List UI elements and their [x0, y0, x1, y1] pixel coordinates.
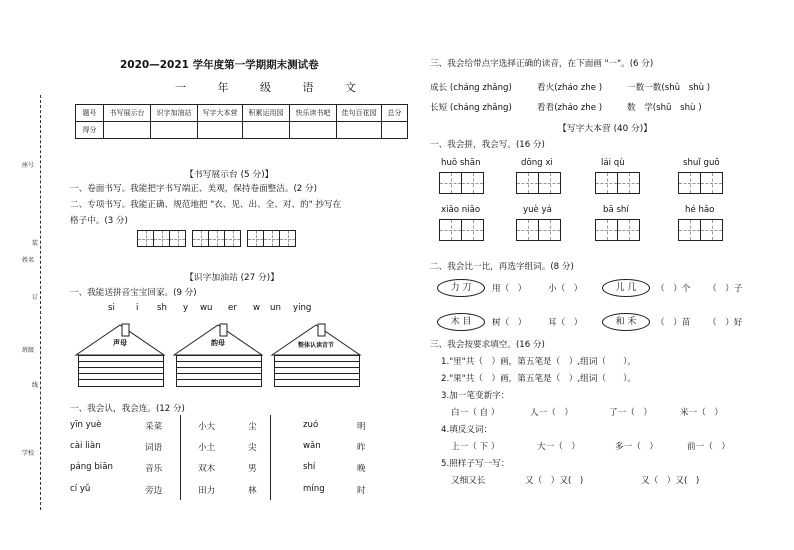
binding-line — [40, 95, 41, 510]
match-item[interactable]: zuó — [303, 420, 319, 430]
question: 二、专项书写。我能正确、规范地把 "衣、见、出、全、对、的" 抄写在 — [70, 200, 342, 210]
question: 三、我会按要求填空。(16 分) — [430, 340, 545, 350]
pinyin: sh — [157, 303, 167, 313]
match-item[interactable]: 明 — [357, 422, 366, 432]
match-item[interactable]: 尖 — [248, 443, 257, 453]
blank[interactable]: （ ）个 — [656, 284, 691, 294]
blank[interactable]: 小（ ） — [548, 284, 583, 294]
match-item[interactable]: 尘 — [248, 422, 257, 432]
fill-line: 3.加一笔变新字： — [441, 391, 510, 401]
score-cell[interactable] — [243, 122, 290, 139]
match-item[interactable]: 音乐 — [145, 464, 163, 474]
char-pair-oval: 儿 几 — [602, 279, 650, 297]
house-label: 声母 — [113, 339, 127, 347]
pinyin-prompt: yuè yá — [523, 205, 552, 215]
divider — [270, 415, 271, 500]
match-item[interactable]: 旁边 — [145, 486, 163, 496]
score-cell[interactable] — [382, 122, 408, 139]
pinyin: si — [108, 303, 115, 313]
match-item[interactable]: yīn yuè — [70, 420, 102, 430]
match-item[interactable]: 田力 — [198, 486, 216, 496]
score-header: 书写展示台 — [104, 105, 151, 122]
house-shengmu — [72, 322, 168, 390]
house-label: 韵母 — [211, 339, 225, 347]
writing-grid[interactable] — [517, 219, 561, 241]
pinyin-prompt: shuǐ guǒ — [683, 158, 720, 168]
section-heading: 【识字加油站 (27 分)】 — [185, 273, 280, 283]
writing-grid[interactable] — [596, 219, 640, 241]
pinyin: w — [253, 303, 261, 313]
writing-grid[interactable] — [248, 230, 296, 247]
reading-choice[interactable]: 成长 (cháng zhǎng) — [430, 83, 512, 93]
char-pair-oval: 和 禾 — [602, 313, 650, 331]
section-heading: 【写字大本营 (40 分)】 — [558, 124, 653, 134]
match-item[interactable]: 晚 — [357, 464, 366, 474]
fill-item[interactable]: 多一（ ） — [615, 442, 658, 452]
question: 一、卷面书写。我能把字书写端正、美观，保持卷面整洁。(2 分) — [70, 184, 317, 194]
score-cell[interactable] — [290, 122, 337, 139]
match-item[interactable]: wǎn — [303, 441, 321, 451]
match-item[interactable]: 时 — [357, 486, 366, 496]
fill-item: 又细又长 — [451, 476, 486, 486]
fill-item[interactable]: 大一（ ） — [537, 442, 580, 452]
score-table — [75, 104, 408, 139]
binding-label: 姓名 — [22, 257, 35, 264]
fill-line[interactable]: 1."里"共（ ）画，第五笔是（ ）,组词（ ）。 — [441, 357, 637, 367]
question: 一、我会拼，我会写。(16 分) — [430, 140, 545, 150]
fill-item[interactable]: 人一（ ） — [530, 408, 573, 418]
blank[interactable]: （ ）好 — [708, 318, 743, 328]
score-cell[interactable] — [337, 122, 382, 139]
reading-choice[interactable]: 看看(zháo zhe ) — [537, 103, 603, 113]
reading-choice[interactable]: 看火(zháo zhe ) — [537, 83, 603, 93]
pinyin-prompt: hé hǎo — [685, 205, 715, 215]
score-header: 佳句百花园 — [337, 105, 382, 122]
match-item[interactable]: 昨 — [357, 443, 366, 453]
blank[interactable]: 树（ ） — [492, 318, 527, 328]
match-item[interactable]: 采菜 — [145, 422, 163, 432]
pinyin-prompt: bā shí — [603, 205, 629, 215]
reading-choice[interactable]: 数 学(shǔ shù ) — [627, 103, 702, 113]
reading-choice[interactable]: 一数一数(shǔ shù ) — [627, 83, 711, 93]
page-title: 2020—2021 学年度第一学期期末测试卷 — [120, 59, 319, 71]
writing-grid[interactable] — [596, 172, 640, 194]
fill-item[interactable]: 前一（ ） — [687, 442, 730, 452]
blank[interactable]: （ ）苗 — [656, 318, 691, 328]
score-cell[interactable] — [198, 122, 243, 139]
blank[interactable]: （ ）子 — [708, 284, 743, 294]
fill-line: 5.照样子写一写： — [441, 459, 510, 469]
fill-item[interactable]: 白一（ 自 ） — [451, 408, 500, 418]
divider — [180, 415, 181, 500]
score-header: 识字加油站 — [151, 105, 198, 122]
binding-label: 座号 — [22, 162, 35, 169]
fill-line[interactable]: 2."果"共（ ）画，第五笔是（ ）,组词（ ）。 — [441, 374, 637, 384]
question: 三、我会给带点字选择正确的读音，在下面画 "一"。(6 分) — [430, 59, 654, 69]
match-item[interactable]: 词语 — [145, 443, 163, 453]
char-pair-oval: 力 刀 — [437, 279, 485, 297]
page-subtitle: 一 年 级 语 文 — [175, 81, 370, 94]
binding-label: 学校 — [22, 450, 35, 457]
writing-grid[interactable] — [193, 230, 241, 247]
score-header: 题号 — [76, 105, 104, 122]
pinyin: i — [136, 303, 139, 313]
fill-item[interactable]: 上一（ 下 ） — [451, 442, 500, 452]
question: 一、我会认，我会连。(12 分) — [70, 404, 185, 414]
writing-grid[interactable] — [679, 172, 723, 194]
writing-grid[interactable] — [440, 172, 484, 194]
house-zhengti — [268, 322, 364, 390]
binding-note: 订 — [32, 294, 39, 301]
score-header: 写字大本营 — [198, 105, 243, 122]
writing-grid[interactable] — [440, 219, 484, 241]
score-header: 总分 — [382, 105, 408, 122]
writing-grid[interactable] — [138, 230, 186, 247]
fill-item[interactable]: 米一（ ） — [680, 408, 723, 418]
fill-item[interactable]: 又（ ）又( ) — [641, 476, 700, 486]
writing-grid[interactable] — [517, 172, 561, 194]
match-item[interactable]: shí — [303, 462, 316, 472]
house-yunmu — [170, 322, 266, 390]
char-pair-oval: 木 目 — [437, 313, 485, 331]
pinyin-prompt: lái qù — [601, 158, 625, 168]
match-item[interactable]: míng — [303, 484, 325, 494]
fill-item[interactable]: 了一（ ） — [609, 408, 652, 418]
reading-choice[interactable]: 长短 (cháng zhǎng) — [430, 103, 512, 113]
binding-note: 线 — [32, 382, 39, 389]
match-item[interactable]: 小土 — [198, 443, 216, 453]
binding-label: 班级 — [22, 347, 35, 354]
pinyin-prompt: huǒ shān — [441, 158, 481, 168]
pinyin: un — [270, 303, 281, 313]
score-header: 快乐读书吧 — [290, 105, 337, 122]
pinyin: ying — [293, 303, 312, 313]
pinyin: wu — [200, 303, 213, 313]
match-item[interactable]: 小大 — [198, 422, 216, 432]
fill-item[interactable]: 又（ ）又( ) — [525, 476, 584, 486]
pinyin: y — [183, 303, 189, 313]
score-label: 得分 — [76, 122, 104, 139]
match-item[interactable]: 林 — [248, 486, 257, 496]
match-item[interactable]: 男 — [248, 464, 257, 474]
pinyin-prompt: dōng xi — [521, 158, 553, 168]
writing-grid[interactable] — [679, 219, 723, 241]
blank[interactable]: 耳（ ） — [548, 318, 583, 328]
question: 二、我会比一比，再选字组词。(8 分) — [430, 262, 574, 272]
pinyin: er — [228, 303, 237, 313]
house-label: 整体认读音节 — [297, 342, 334, 349]
match-item[interactable]: 双木 — [198, 464, 216, 474]
match-item[interactable]: páng biān — [70, 462, 113, 472]
score-header: 积累运用园 — [243, 105, 290, 122]
section-heading: 【书写展示台 (5 分)】 — [185, 170, 274, 180]
match-item[interactable]: cài liàn — [70, 441, 101, 451]
blank[interactable]: 用（ ） — [492, 284, 527, 294]
question: 格子中。(3 分) — [70, 216, 128, 226]
score-cell[interactable] — [151, 122, 198, 139]
match-item[interactable]: cí yǔ — [70, 484, 91, 494]
binding-note: 装 — [32, 240, 39, 247]
fill-line: 4.填反义词： — [441, 425, 493, 435]
question: 一、我能送拼音宝宝回家。(9 分) — [70, 288, 197, 298]
pinyin-prompt: xiǎo niǎo — [441, 205, 481, 215]
score-cell[interactable] — [104, 122, 151, 139]
